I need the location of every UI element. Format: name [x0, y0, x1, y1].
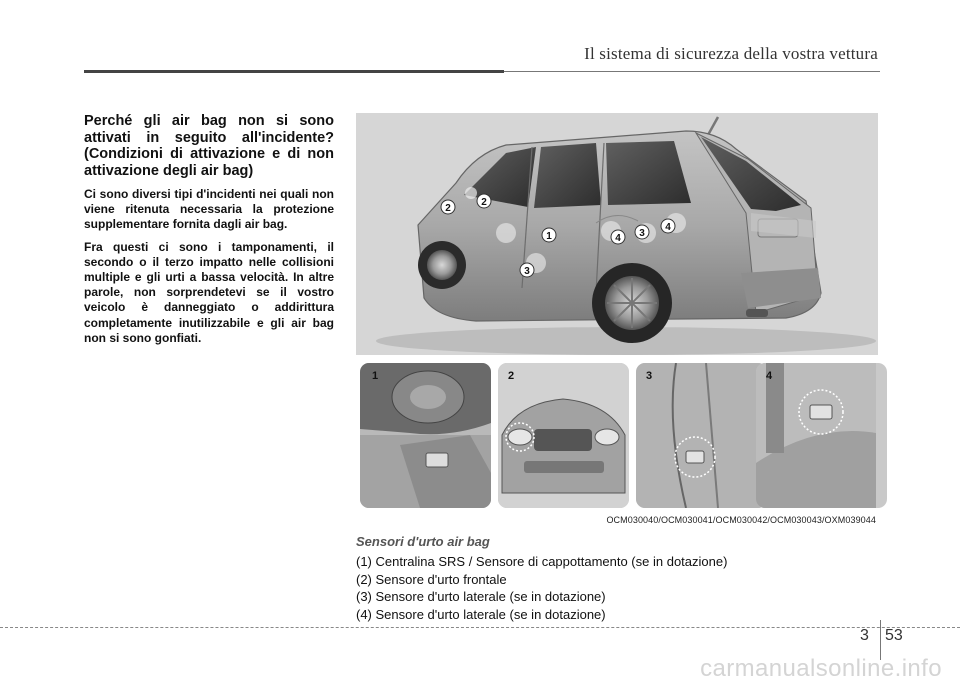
figure-code: OCM030040/OCM030041/OCM030042/OCM030043/OXM039044: [606, 515, 876, 525]
marker-2: 2: [481, 197, 487, 208]
page-number: 53: [885, 627, 903, 644]
caption-line-1: (1) Centralina SRS / Sensore di cappottamento (se in dotazione): [356, 554, 728, 569]
page-separator: [880, 620, 881, 660]
watermark: carmanualsonline.info: [700, 655, 942, 682]
thumb-side-sensor-b: [636, 363, 767, 508]
thumb-label-4: 4: [766, 370, 773, 382]
thumb-srs-unit: [360, 363, 491, 508]
caption-line-3: (3) Sensore d'urto laterale (se in dotazione): [356, 589, 606, 604]
left-column: [84, 113, 334, 353]
figure-caption: [356, 533, 876, 623]
marker-1: 2: [445, 203, 451, 214]
marker-7: 3: [524, 266, 530, 277]
header-title: Il sistema di sicurezza della vostra vettura: [584, 44, 878, 63]
caption-title: Sensori d'urto air bag: [356, 534, 490, 549]
marker-3: 1: [546, 231, 552, 242]
header-rule-thick: [84, 70, 504, 73]
marker-6: 4: [665, 222, 671, 233]
marker-5: 3: [639, 228, 645, 239]
caption-line-2: (2) Sensore d'urto frontale: [356, 571, 507, 587]
marker-4: 4: [615, 233, 621, 244]
paragraph-1: Ci sono diversi tipi d'incidenti nei quali non viene ritenuta necessaria la protezione supplementare fornita dagli air bag.: [84, 187, 334, 232]
thumb-front-sensor: [498, 363, 629, 508]
detail-thumbnails: [360, 363, 876, 509]
paragraph-2: Fra questi ci sono i tamponamenti, il secondo o il terzo impatto nelle collisioni multiple e gli urti a bassa velocità. In altre parole, non sorprendetevi se il vostro veicolo è danneggiato o addirittura completamente inutilizzabile e gli air bag non si sono gonfiati.: [84, 239, 334, 345]
thumb-label-1: 1: [372, 370, 379, 382]
thumb-side-sensor-c: [756, 363, 887, 508]
chapter-number: 3: [860, 627, 869, 644]
thumb-label-3: 3: [646, 370, 653, 382]
footer-rule: [0, 627, 960, 628]
caption-line-4: (4) Sensore d'urto laterale (se in dotazione): [356, 606, 606, 622]
thumb-label-2: 2: [508, 370, 515, 382]
header-rule-thin: [504, 71, 880, 72]
section-heading: Perché gli air bag non si sono attivati in seguito all'incidente? (Condizioni di attivazione e di non attivazione degli air bag): [84, 113, 334, 179]
car-illustration: [356, 113, 878, 355]
